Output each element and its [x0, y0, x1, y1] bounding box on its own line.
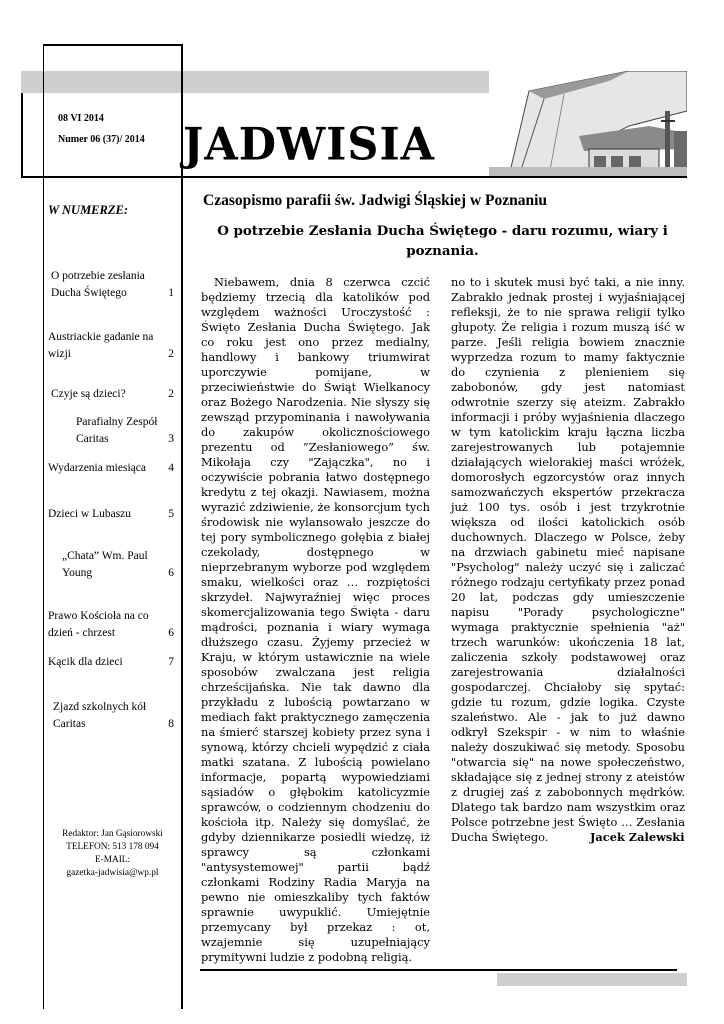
issue-number: Numer 06 (37)/ 2014: [58, 134, 145, 145]
editor-email-label: E-MAIL:: [94, 855, 131, 865]
toc-item-page: 5: [168, 508, 174, 520]
editor-email[interactable]: gazetka-jadwisia@wp.pl: [66, 868, 159, 878]
toc-item[interactable]: [48, 460, 174, 477]
toc-item-page: 6: [168, 627, 174, 639]
publication-subtitle: Czasopismo parafii św. Jadwigi Śląskiej w Poznaniu: [203, 192, 548, 209]
article-column-2: [451, 275, 685, 845]
toc-item-page: 1: [168, 287, 174, 299]
toc-item-page: 8: [168, 718, 174, 730]
editor-name: Redaktor: Jan Gąsiorowski: [62, 829, 163, 839]
top-rule: [43, 44, 182, 46]
toc-item-label: Austriackie gadanie na wizji: [48, 331, 154, 360]
toc-item[interactable]: [48, 268, 174, 302]
toc-item[interactable]: [48, 329, 174, 363]
article-headline: O potrzebie Zesłania Ducha Świętego - daru rozumu, wiary i poznania.: [217, 223, 668, 259]
toc-item[interactable]: [48, 506, 174, 523]
toc-item-page: 4: [168, 462, 174, 474]
article-text: Niebawem, dnia 8 czerwca czcić będziemy trzecią dla katolików pod względem ważności Uroczystość : Święto Zesłania Ducha Świętego. Jak co roku jest ono przez medialny, handlowy i bankowy triumwirat uporczywie pomijane, w przeciwieństwie do Świąt Wielkanocy oraz Bożego Narodzenia. Nie słyszy się zewsząd przypominania i nawoływania do zakupów okolicznościowego prezentu od ”Zesłaniowego” św. Mikołaja czy "Zajączka", no i oczywiście pobrania łatwo dostępnego kredytu z tej okazji. Nawiasem, można wyrazić zdziwienie, że konsorcjum tych środowisk nie wylansowało jeszcze do tej pory symbolicznego gołębia z białej czekolady, dostępnego w nieprzebranym wyborze pod względem smaku, wielkości oraz … rozpiętości skrzydeł. Najwyraźniej więc proces skomercjalizowania tego Święta - daru mądrości, poznania i wiary wymaga dłuższego czasu. Żyjemy przecież w Kraju, w którym ustawicznie na wiele sposobów zwalczana jest religia chrześcijańska. Nie tak dawno dla przykładu z lubością powtarzano w mediach fakt praktycznego zamęczenia na śmierć starszej kobiety przez syna i synową, którzy chcieli wypędzić z ciała matki szatana. Z lubością powielano informacje, popartą wypowiedziami sąsiadów o głębokim katolicyzmie sprawców, o codziennym chodzeniu do kościoła itp. Należy się domyślać, że gdyby dziennikarze posiedli wiedzę, iż sprawcy są członkami "antysystemowej" partii bądź członkami Rodziny Radia Maryja na pewno nie omieszkaliby tych faktów sprawnie uwypuklić. Umiejętnie przemycany był przekaz : ot, wzajemnie się uzupełniający prymitywni ludzie z podobną religią.: [201, 275, 430, 964]
toc-item-label: Prawo Kościoła na co dzień - chrzest: [48, 610, 149, 639]
article-author: Jacek Zalewski: [590, 830, 685, 844]
toc-item-label: Wydarzenia miesiąca: [48, 462, 146, 474]
issue-date: 08 VI 2014: [58, 113, 104, 124]
toc-item-label: Kącik dla dzieci: [48, 656, 123, 668]
church-photo-icon: [489, 71, 687, 176]
toc-item-label: Parafialny Zespół Caritas: [76, 416, 158, 445]
toc-item[interactable]: [48, 414, 174, 448]
footer-rule: [200, 969, 677, 971]
header-bottom-rule: [21, 176, 687, 178]
toc-item[interactable]: [48, 699, 174, 733]
article-column-1: [201, 275, 430, 965]
toc-title: W NUMERZE:: [48, 203, 128, 217]
toc-item-page: 2: [168, 388, 174, 400]
editor-phone: TELEFON: 513 178 094: [66, 842, 159, 852]
toc-item-label: Dzieci w Lubaszu: [48, 508, 132, 520]
toc-item[interactable]: [48, 548, 174, 582]
toc-item-page: 3: [168, 433, 174, 445]
toc-item[interactable]: [48, 608, 174, 642]
toc-item-label: „Chata” Wm. Paul Young: [62, 550, 148, 579]
footer-grey-band: [497, 973, 687, 986]
toc-item[interactable]: [48, 654, 174, 671]
toc-item-label: O potrzebie zesłania Ducha Świętego: [51, 270, 145, 299]
toc-item-label: Czyje są dzieci?: [51, 388, 126, 400]
toc-item-page: 6: [168, 567, 174, 579]
toc-item-page: 7: [168, 656, 174, 668]
sidebar-border-right: [181, 44, 183, 1009]
article-text: no to i skutek musi być taki, a nie inny. Zabrakło jednak prostej i wyjaśniającej refleksji, że to nie sprawa religii tylko głupoty. Że religia i rozum muszą iść w parze. Jeśli religia bowiem znacznie wyprzedza rozum to mamy faktycznie do czynienia z plenieniem się zabobonów, gdy jest natomiast odwrotnie szerzy się ateizm. Zabrakło informacji i próby wyjaśnienia dlaczego w tym katolickim kraju łączna liczba zarejestrowanych lub potajemnie działających wielorakiej maści wróżek, domorosłych egzorcystów oraz innych samozwańczych ekspertów przekracza już 100 tys. osób i jest trzykrotnie większa od ilości katolickich osób duchownych. Dlaczego w Polsce, żeby na drzwiach gabinetu mieć napisane "Psycholog" należy uczyć się i zaliczać różnego rodzaju certyfikaty przez ponad 20 lat, podczas gdy umieszczenie napisu "Porady psychologiczne" wymaga praktycznie spełnienia "aż" trzech warunków: ukończenia 18 lat, zaliczenia szkoły podstawowej oraz zarejestrowania działalności gospodarczej. Chciałoby się spytać: gdzie tu rozum, gdzie logika. Czyste szaleństwo. Ale - jak to już dawno odkrył Szekspir - w nim to właśnie należy doszukiwać się metody. Sposobu "otwarcia się" na nowe społeczeństwo, składające się z jednej strony z ateistów z drugiej zaś z zabobonnych mędrków. Dlatego tak bardzo nam wszystkim oraz Polsce potrzebne jest Święto … Zesłania Ducha Świętego.: [451, 275, 685, 844]
header-grey-band: [21, 71, 489, 93]
masthead-title: JADWISIA: [183, 118, 435, 172]
toc-item-label: Zjazd szkolnych kół Caritas: [53, 701, 147, 730]
toc-item[interactable]: [48, 386, 174, 403]
header-frame-line: [21, 93, 23, 178]
editor-info: [44, 828, 181, 880]
toc-item-page: 2: [168, 348, 174, 360]
